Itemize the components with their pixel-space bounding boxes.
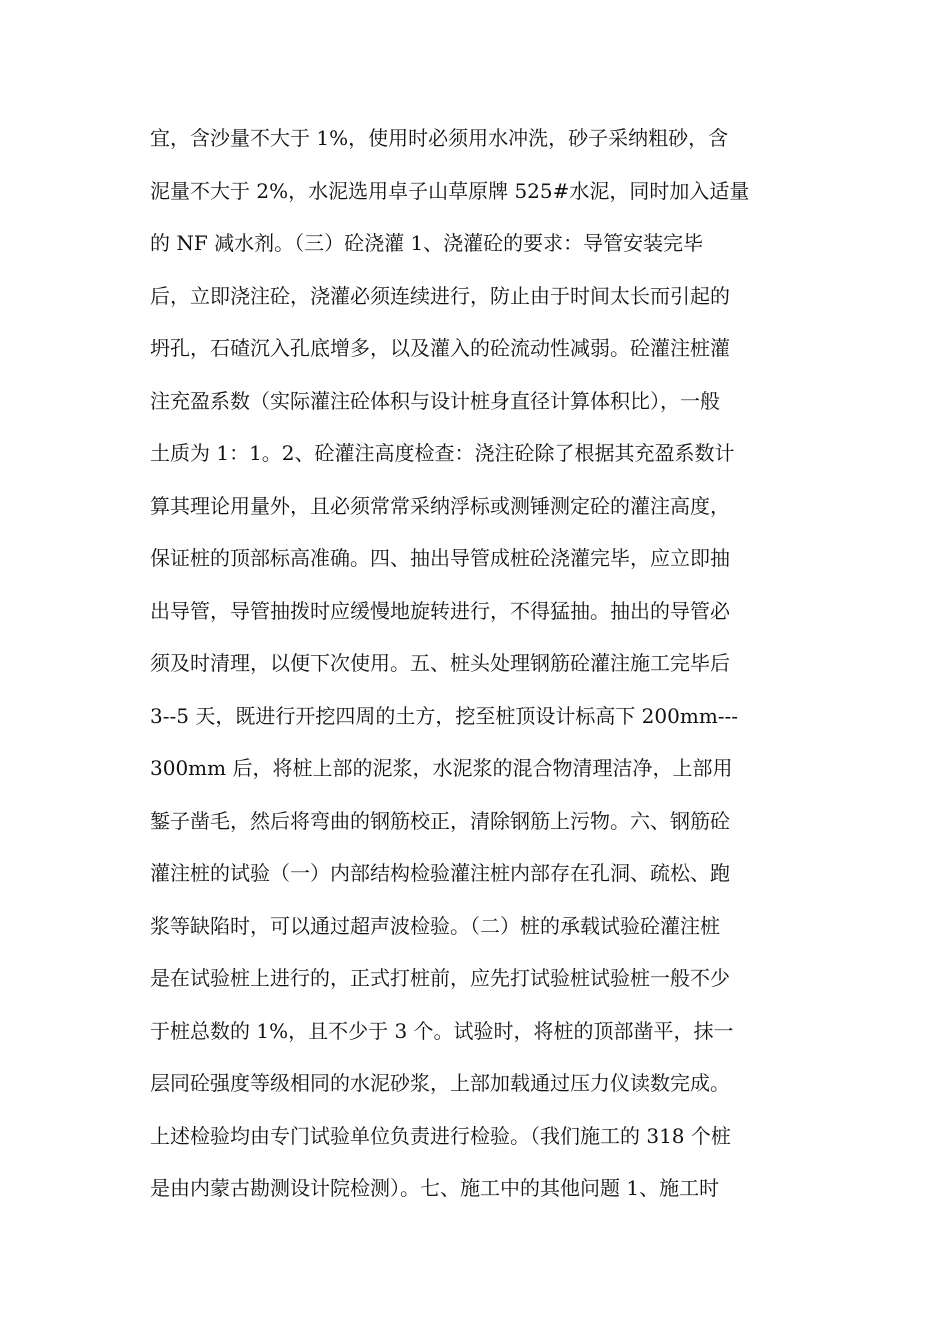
body-text	[150, 112, 810, 1215]
text-line: 注充盈系数（实际灌注砼体积与设计桩身直径计算体积比），一般	[150, 388, 720, 413]
text-line: 宜，含沙量不大于 1%，使用时必须用水冲洗，砂子采纳粗砂，含	[150, 126, 729, 150]
text-line: 算其理论用量外，且必须常常采纳浮标或测锤测定砼的灌注高度，	[150, 493, 730, 518]
text-line: 是在试验桩上进行的，正式打桩前，应先打试验桩试验桩一般不少	[150, 966, 730, 990]
text-line: 须及时清理，以便下次使用。五、桩头处理钢筋砼灌注施工完毕后	[150, 651, 730, 675]
text-line: 后，立即浇注砼，浇灌必须连续进行，防止由于时间太长而引起的	[150, 283, 730, 308]
text-line: 土质为 1：1。2、砼灌注高度检查：浇注砼除了根据其充盈系数计	[150, 441, 735, 465]
text-line: 灌注桩的试验（一）内部结构检验灌注桩内部存在孔洞、疏松、跑	[150, 861, 730, 885]
text-line: 坍孔，石碴沉入孔底增多，以及灌入的砼流动性减弱。砼灌注桩灌	[150, 336, 730, 360]
text-line: 3--5 天，既进行开挖四周的土方，挖至桩顶设计标高下 200mm---	[150, 703, 739, 728]
text-line: 保证桩的顶部标高准确。四、抽出导管成桩砼浇灌完毕，应立即抽	[150, 546, 730, 570]
text-line: 泥量不大于 2%，水泥选用卓子山草原牌 525#水泥，同时加入适量	[150, 178, 750, 203]
text-line: 上述检验均由专门试验单位负责进行检验。（我们施工的 318 个桩	[150, 1123, 731, 1148]
text-line: 300mm 后，将桩上部的泥浆，水泥浆的混合物清理洁净，上部用	[150, 756, 733, 780]
text-line: 的 NF 减水剂。（三）砼浇灌 1、浇灌砼的要求：导管安装完毕	[150, 231, 704, 255]
text-line: 层同砼强度等级相同的水泥砂浆，上部加载通过压力仪读数完成。	[150, 1071, 730, 1095]
text-line: 浆等缺陷时，可以通过超声波检验。（二）桩的承载试验砼灌注桩	[150, 913, 720, 938]
text-line: 錾子凿毛，然后将弯曲的钢筋校正，清除钢筋上污物。六、钢筋砼	[150, 808, 730, 833]
text-line: 是由内蒙古勘测设计院检测）。七、施工中的其他问题 1、施工时	[150, 1176, 720, 1200]
text-line: 出导管，导管抽拨时应缓慢地旋转进行，不得猛抽。抽出的导管必	[150, 598, 730, 623]
text-line: 于桩总数的 1%，且不少于 3 个。试验时，将桩的顶部凿平，抹一	[150, 1018, 734, 1043]
